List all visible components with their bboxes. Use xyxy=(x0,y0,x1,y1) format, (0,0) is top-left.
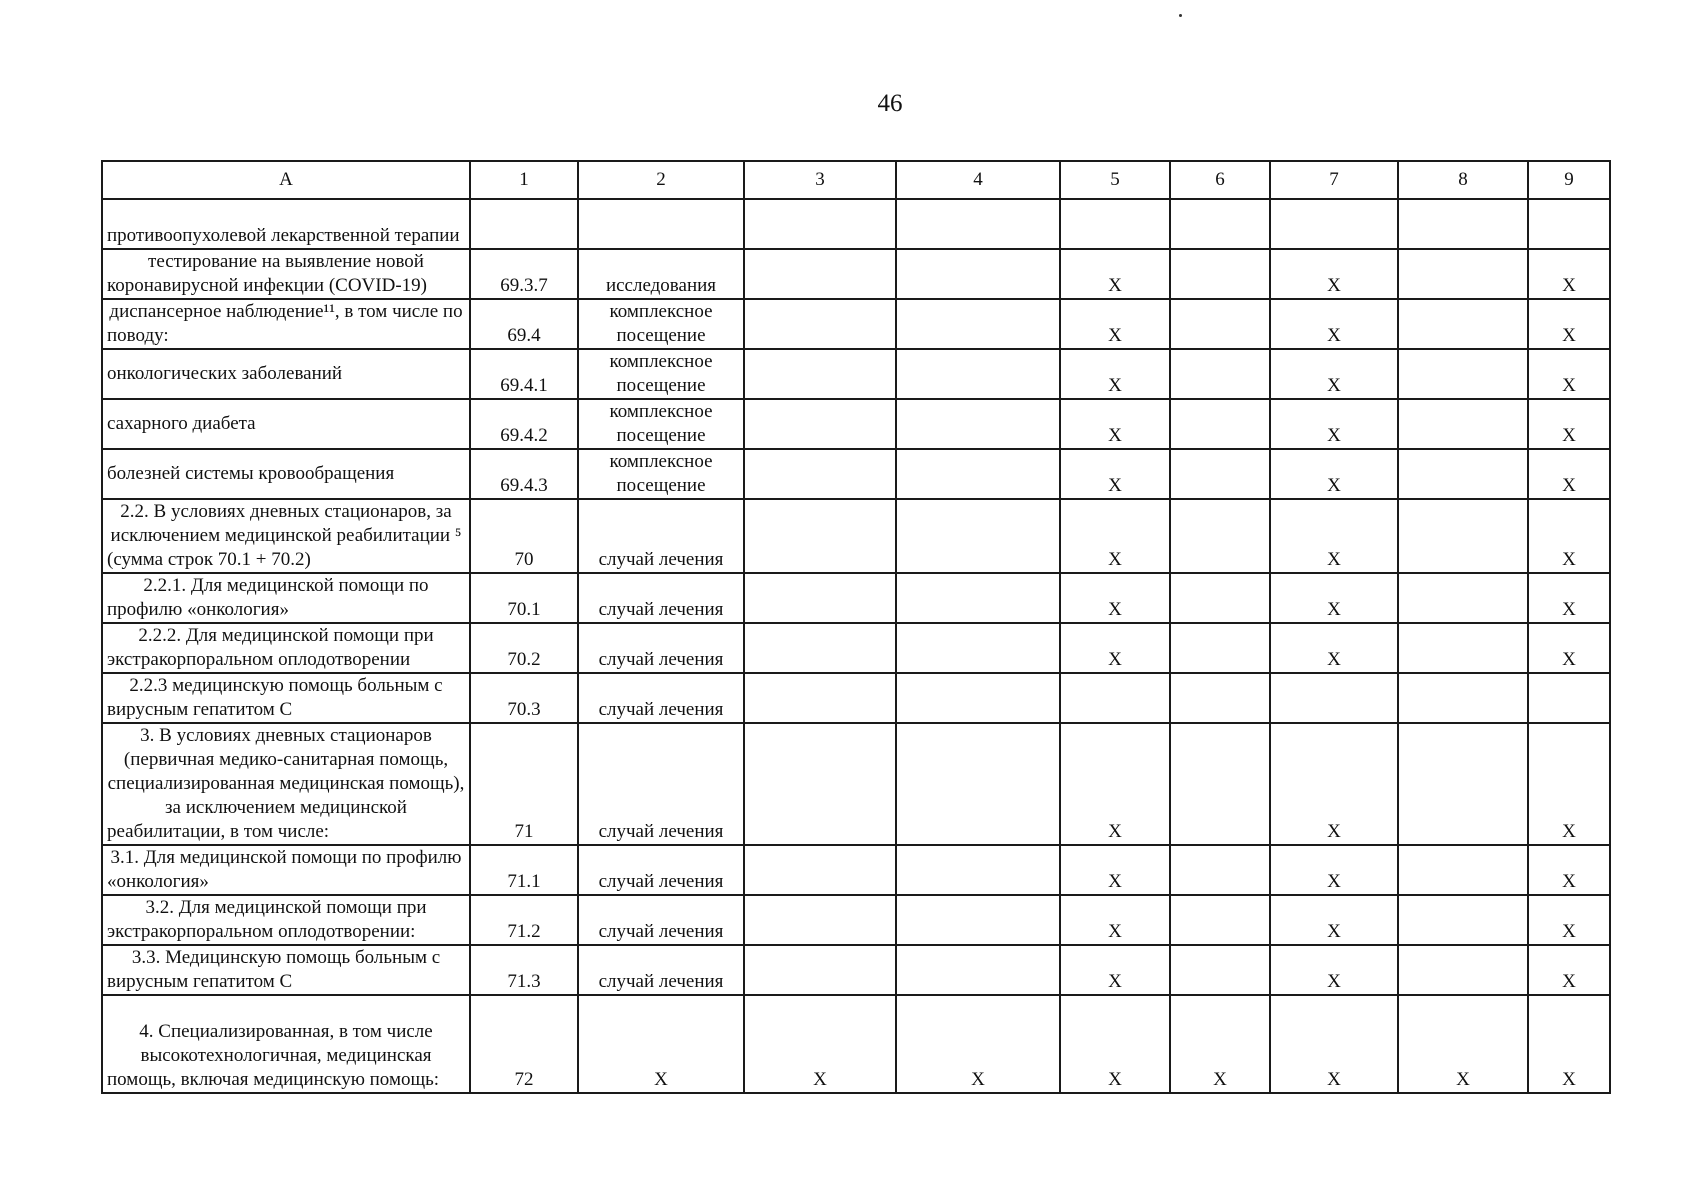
table-row xyxy=(102,945,1610,995)
row-label: 2.2.1. Для медицинской помощи по профилю «онкология» xyxy=(102,573,470,623)
cell-5: X xyxy=(1060,399,1170,449)
unit-cell: случай лечения xyxy=(578,623,744,673)
table-row xyxy=(102,449,1610,499)
cell-5: X xyxy=(1060,723,1170,845)
cell-3 xyxy=(744,845,896,895)
cell-7: X xyxy=(1270,399,1398,449)
row-number: 70.1 xyxy=(470,573,578,623)
cell-8 xyxy=(1398,895,1528,945)
table-row xyxy=(102,349,1610,399)
cell-7 xyxy=(1270,199,1398,249)
cell-6 xyxy=(1170,623,1270,673)
cell-4 xyxy=(896,623,1060,673)
cell-4 xyxy=(896,845,1060,895)
table-row xyxy=(102,199,1610,249)
cell-8 xyxy=(1398,623,1528,673)
cell-8 xyxy=(1398,945,1528,995)
header-cell-7: 7 xyxy=(1270,161,1398,199)
cell-4 xyxy=(896,349,1060,399)
cell-5: X xyxy=(1060,895,1170,945)
cell-9: X xyxy=(1528,845,1610,895)
unit-cell: случай лечения xyxy=(578,673,744,723)
cell-9: X xyxy=(1528,299,1610,349)
cell-3 xyxy=(744,449,896,499)
table-row xyxy=(102,499,1610,573)
header-cell-3: 3 xyxy=(744,161,896,199)
cell-4: X xyxy=(896,995,1060,1093)
unit-cell: комплексное посещение xyxy=(578,299,744,349)
row-label: 3.2. Для медицинской помощи при экстракорпоральном оплодотворении: xyxy=(102,895,470,945)
cell-7: X xyxy=(1270,449,1398,499)
cell-7: X xyxy=(1270,723,1398,845)
row-label: 3.3. Медицинскую помощь больным с вирусным гепатитом С xyxy=(102,945,470,995)
cell-6 xyxy=(1170,499,1270,573)
cell-9: X xyxy=(1528,249,1610,299)
cell-7: X xyxy=(1270,573,1398,623)
row-number: 71.3 xyxy=(470,945,578,995)
table-row xyxy=(102,573,1610,623)
header-cell-a: А xyxy=(102,161,470,199)
row-number: 71.2 xyxy=(470,895,578,945)
row-label: 3.1. Для медицинской помощи по профилю «онкология» xyxy=(102,845,470,895)
cell-5: X xyxy=(1060,623,1170,673)
cell-9: X xyxy=(1528,449,1610,499)
cell-8 xyxy=(1398,673,1528,723)
cell-4 xyxy=(896,723,1060,845)
cell-8: X xyxy=(1398,995,1528,1093)
row-label: 2.2.3 медицинскую помощь больным с вирусным гепатитом С xyxy=(102,673,470,723)
row-number: 69.4.1 xyxy=(470,349,578,399)
cell-7: X xyxy=(1270,299,1398,349)
cell-6 xyxy=(1170,249,1270,299)
page-number: 46 xyxy=(877,90,903,117)
table-row xyxy=(102,623,1610,673)
header-cell-1: 1 xyxy=(470,161,578,199)
cell-7: X xyxy=(1270,895,1398,945)
cell-6 xyxy=(1170,199,1270,249)
cell-4 xyxy=(896,249,1060,299)
cell-9: X xyxy=(1528,723,1610,845)
unit-cell: комплексное посещение xyxy=(578,349,744,399)
row-number: 71 xyxy=(470,723,578,845)
cell-6 xyxy=(1170,349,1270,399)
cell-8 xyxy=(1398,573,1528,623)
cell-9: X xyxy=(1528,945,1610,995)
cell-5: X xyxy=(1060,299,1170,349)
header-cell-5: 5 xyxy=(1060,161,1170,199)
row-number xyxy=(470,199,578,249)
cell-4 xyxy=(896,895,1060,945)
row-number: 69.3.7 xyxy=(470,249,578,299)
cell-3 xyxy=(744,499,896,573)
cell-5 xyxy=(1060,199,1170,249)
table-row xyxy=(102,299,1610,349)
table-row xyxy=(102,895,1610,945)
cell-8 xyxy=(1398,349,1528,399)
row-number: 69.4.3 xyxy=(470,449,578,499)
cell-8 xyxy=(1398,499,1528,573)
cell-4 xyxy=(896,499,1060,573)
cell-8 xyxy=(1398,845,1528,895)
cell-3 xyxy=(744,945,896,995)
cell-8 xyxy=(1398,249,1528,299)
row-label: противоопухолевой лекарственной терапии xyxy=(102,199,470,249)
cell-3 xyxy=(744,673,896,723)
table-row xyxy=(102,249,1610,299)
cell-9: X xyxy=(1528,573,1610,623)
cell-9: X xyxy=(1528,499,1610,573)
row-number: 69.4.2 xyxy=(470,399,578,449)
unit-cell: случай лечения xyxy=(578,945,744,995)
cell-9: X xyxy=(1528,399,1610,449)
cell-3 xyxy=(744,249,896,299)
cell-9: X xyxy=(1528,623,1610,673)
cell-5: X xyxy=(1060,449,1170,499)
cell-6 xyxy=(1170,945,1270,995)
cell-6 xyxy=(1170,299,1270,349)
row-number: 69.4 xyxy=(470,299,578,349)
cell-4 xyxy=(896,199,1060,249)
cell-9: X xyxy=(1528,995,1610,1093)
cell-6: X xyxy=(1170,995,1270,1093)
row-label: 4. Специализированная, в том числе высокотехнологичная, медицинская помощь, включая медицинскую помощь: xyxy=(102,995,470,1093)
cell-6 xyxy=(1170,449,1270,499)
table-row xyxy=(102,995,1610,1093)
unit-cell: комплексное посещение xyxy=(578,449,744,499)
cell-5: X xyxy=(1060,845,1170,895)
row-number: 70.2 xyxy=(470,623,578,673)
cell-7: X xyxy=(1270,349,1398,399)
cell-9: X xyxy=(1528,895,1610,945)
table-row xyxy=(102,399,1610,449)
table-row xyxy=(102,845,1610,895)
unit-cell: случай лечения xyxy=(578,895,744,945)
cell-9 xyxy=(1528,199,1610,249)
table-row xyxy=(102,673,1610,723)
cell-7: X xyxy=(1270,249,1398,299)
row-label: 2.2. В условиях дневных стационаров, за исключением медицинской реабилитации ⁵ (сумма строк 70.1 + 70.2) xyxy=(102,499,470,573)
cell-8 xyxy=(1398,299,1528,349)
cell-9 xyxy=(1528,673,1610,723)
row-number: 71.1 xyxy=(470,845,578,895)
cell-6 xyxy=(1170,399,1270,449)
cell-4 xyxy=(896,399,1060,449)
cell-7 xyxy=(1270,673,1398,723)
unit-cell: исследования xyxy=(578,249,744,299)
cell-3 xyxy=(744,723,896,845)
unit-cell: X xyxy=(578,995,744,1093)
cell-7: X xyxy=(1270,995,1398,1093)
cell-8 xyxy=(1398,399,1528,449)
header-cell-2: 2 xyxy=(578,161,744,199)
cell-5: X xyxy=(1060,945,1170,995)
header-cell-9: 9 xyxy=(1528,161,1610,199)
cell-3 xyxy=(744,399,896,449)
cell-6 xyxy=(1170,673,1270,723)
cell-7: X xyxy=(1270,845,1398,895)
row-label: сахарного диабета xyxy=(102,399,470,449)
cell-9: X xyxy=(1528,349,1610,399)
data-table xyxy=(101,160,1611,1094)
scan-speck xyxy=(1179,14,1182,17)
cell-5: X xyxy=(1060,249,1170,299)
header-row xyxy=(102,161,1610,199)
row-number: 72 xyxy=(470,995,578,1093)
cell-8 xyxy=(1398,449,1528,499)
row-label: тестирование на выявление новой коронавирусной инфекции (COVID-19) xyxy=(102,249,470,299)
row-label: онкологических заболеваний xyxy=(102,349,470,399)
cell-3 xyxy=(744,349,896,399)
cell-3 xyxy=(744,895,896,945)
unit-cell: случай лечения xyxy=(578,845,744,895)
cell-5: X xyxy=(1060,995,1170,1093)
cell-7: X xyxy=(1270,623,1398,673)
cell-5 xyxy=(1060,673,1170,723)
cell-7: X xyxy=(1270,499,1398,573)
cell-3 xyxy=(744,623,896,673)
cell-4 xyxy=(896,299,1060,349)
cell-7: X xyxy=(1270,945,1398,995)
cell-4 xyxy=(896,945,1060,995)
row-label: 3. В условиях дневных стационаров (первичная медико-санитарная помощь, специализированная медицинская помощь), за исключением медицинской реабилитации, в том числе: xyxy=(102,723,470,845)
cell-4 xyxy=(896,449,1060,499)
cell-5: X xyxy=(1060,349,1170,399)
table-row xyxy=(102,723,1610,845)
cell-5: X xyxy=(1060,573,1170,623)
unit-cell: случай лечения xyxy=(578,499,744,573)
unit-cell: случай лечения xyxy=(578,723,744,845)
cell-3 xyxy=(744,199,896,249)
header-cell-4: 4 xyxy=(896,161,1060,199)
cell-3: X xyxy=(744,995,896,1093)
row-label: болезней системы кровообращения xyxy=(102,449,470,499)
unit-cell: комплексное посещение xyxy=(578,399,744,449)
cell-6 xyxy=(1170,845,1270,895)
cell-6 xyxy=(1170,895,1270,945)
header-cell-8: 8 xyxy=(1398,161,1528,199)
unit-cell: случай лечения xyxy=(578,573,744,623)
cell-8 xyxy=(1398,199,1528,249)
unit-cell xyxy=(578,199,744,249)
row-number: 70 xyxy=(470,499,578,573)
cell-8 xyxy=(1398,723,1528,845)
header-cell-6: 6 xyxy=(1170,161,1270,199)
cell-6 xyxy=(1170,573,1270,623)
cell-4 xyxy=(896,573,1060,623)
row-label: 2.2.2. Для медицинской помощи при экстракорпоральном оплодотворении xyxy=(102,623,470,673)
cell-3 xyxy=(744,573,896,623)
cell-4 xyxy=(896,673,1060,723)
cell-6 xyxy=(1170,723,1270,845)
row-number: 70.3 xyxy=(470,673,578,723)
row-label: диспансерное наблюдение¹¹, в том числе по поводу: xyxy=(102,299,470,349)
cell-5: X xyxy=(1060,499,1170,573)
cell-3 xyxy=(744,299,896,349)
